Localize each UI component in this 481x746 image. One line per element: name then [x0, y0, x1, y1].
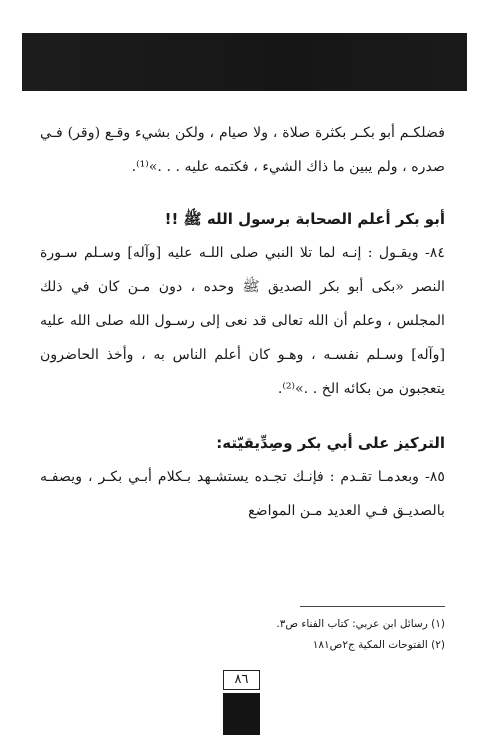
footnotes	[40, 614, 445, 656]
section-heading-1: أبو بكر أعلم الصحابة برسول الله ﷺ !!	[164, 210, 445, 228]
header-bar	[22, 33, 467, 91]
section-heading-2: التركيز على أبي بكر وصِدِّيقيّته:	[216, 434, 445, 452]
footnote-2: (٢) الفتوحات المكية ج٢ص١٨١	[312, 639, 445, 651]
footnote-1: (١) رسائل ابن عربي: كتاب الفناء ص٣.	[276, 618, 445, 630]
paragraph-1: فضلكـم أبو بكـر بكثرة صلاة ، ولا صيام ، ولكن بشيء وقـع (وقر) فـي صدره ، ولم يبين ما ذاك الشيء ، فكتمه عليه . . .»⁽¹⁾.	[40, 125, 445, 175]
page-body	[40, 116, 445, 528]
page-number: ٨٦	[223, 670, 260, 690]
footnote-divider	[300, 606, 445, 607]
paragraph-3: ٨٥- وبعدمـا تقـدم : فإنـك تجـده يستشـهد بـكلام أبـي بكـر ، ويصفـه بالصديـق فـي العديد مـن المواضع	[40, 469, 445, 519]
page-tab-block	[223, 693, 260, 735]
paragraph-2: ٨٤- ويقـول : إنـه لما تلا النبي صلى اللـه عليه [وآله] وسـلم سـورة النصر «بكى أبو بكر الصديق ﷺ وحده ، دون مـن كان في ذلك المجلس ، وعلم أن الله تعالى قد نعى إلى رسـول الله صلى الله عليه [وآله] وسـلم نفسـه ، وهـو كان أعلم الناس به ، وأخذ الحاضرون يتعجبون من بكائه الخ . .»⁽²⁾.	[40, 245, 445, 397]
